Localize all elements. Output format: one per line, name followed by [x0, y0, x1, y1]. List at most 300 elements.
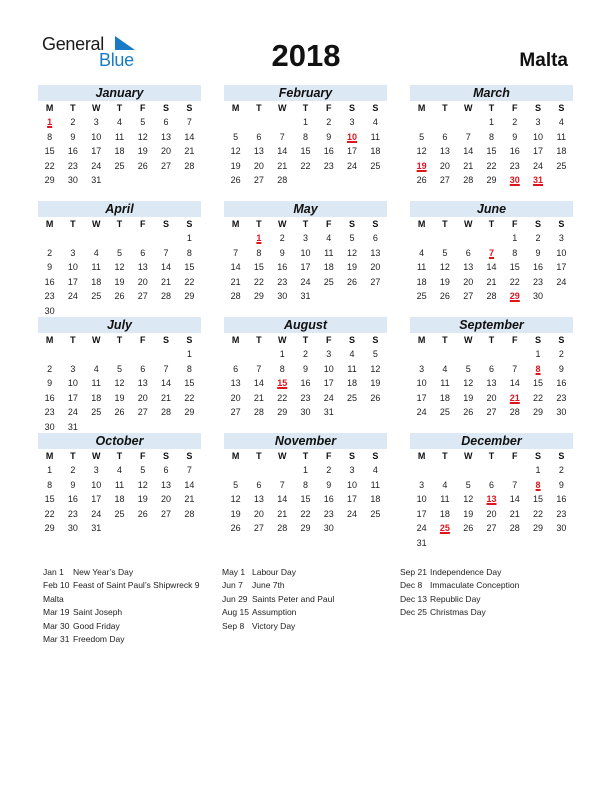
- day-cell: 5: [140, 465, 146, 475]
- day-cell: 8: [47, 131, 53, 142]
- day-cell: 16: [533, 262, 544, 272]
- day-cell: 19: [463, 392, 474, 403]
- holiday-row: [43, 579, 199, 592]
- day-cell: 30: [300, 407, 311, 417]
- day-cell: 29: [277, 407, 288, 417]
- day-cell: 27: [161, 160, 172, 171]
- day-cell: 4: [349, 349, 355, 359]
- day-cell: 16: [300, 378, 311, 388]
- day-cell: 13: [161, 479, 172, 490]
- day-cell: 10: [416, 494, 427, 504]
- weekday-label: T: [442, 219, 448, 229]
- empty-cell: [154, 347, 177, 362]
- weekday-label: W: [277, 103, 287, 113]
- holiday-name: Christmas Day: [430, 607, 486, 618]
- day-cell: 31: [67, 421, 78, 432]
- day-cell: 10: [67, 262, 78, 272]
- day-cell: 2: [70, 465, 76, 475]
- day-cell: 13: [486, 378, 497, 388]
- day-cell: 5: [419, 131, 425, 142]
- day-cell: 1: [186, 349, 192, 359]
- holiday-date-label: Jan 1: [43, 567, 64, 577]
- day-cell: 14: [253, 378, 264, 388]
- day-cell: 14: [161, 378, 172, 388]
- month-title: November: [224, 433, 387, 449]
- weekday-label: S: [535, 103, 542, 113]
- holiday-date: 13: [486, 494, 497, 504]
- holiday-date: 8: [535, 363, 541, 374]
- month-title: April: [38, 201, 201, 217]
- weekday-label: W: [91, 219, 101, 229]
- day-cell: 17: [533, 146, 544, 156]
- weekday-label: M: [417, 103, 426, 113]
- day-cell: 30: [533, 291, 544, 301]
- day-cell: 10: [347, 479, 358, 490]
- day-cell: 11: [556, 131, 567, 142]
- day-cell: 6: [140, 363, 146, 374]
- day-cell: 13: [137, 262, 148, 272]
- day-cell: 11: [370, 479, 381, 490]
- day-cell: 7: [233, 247, 239, 258]
- weekday-label: S: [163, 451, 170, 461]
- day-cell: 28: [277, 523, 288, 533]
- holiday-row: [400, 606, 519, 619]
- day-cell: 22: [184, 276, 195, 287]
- day-cell: 13: [463, 262, 474, 272]
- day-cell: 16: [44, 392, 55, 403]
- weekday-label: M: [231, 103, 240, 113]
- day-cell: 9: [70, 479, 76, 490]
- weekday-label: F: [140, 103, 146, 113]
- empty-cell: [503, 463, 526, 478]
- weekday-label: S: [186, 451, 193, 461]
- holiday-name: Saint Joseph: [73, 607, 123, 618]
- weekday-label: F: [512, 219, 518, 229]
- day-cell: 26: [137, 160, 148, 171]
- day-cell: 8: [186, 363, 192, 374]
- day-cell: 23: [67, 508, 78, 519]
- day-cell: 1: [279, 349, 285, 359]
- day-cell: 11: [440, 494, 450, 504]
- day-cell: 12: [114, 378, 125, 388]
- day-cell: 22: [533, 392, 544, 403]
- weekday-label: F: [326, 451, 332, 461]
- day-cell: 10: [556, 247, 567, 258]
- day-cell: 17: [416, 392, 427, 403]
- empty-cell: [410, 347, 433, 362]
- day-cell: 30: [323, 523, 334, 533]
- holiday-row: [43, 566, 199, 579]
- day-cell: 22: [300, 160, 311, 171]
- day-cell: 21: [463, 160, 474, 171]
- weekday-label: F: [326, 335, 332, 345]
- day-cell: 4: [116, 465, 122, 475]
- day-cell: 15: [300, 146, 311, 156]
- day-cell: 29: [44, 523, 55, 533]
- day-cell: 22: [486, 160, 497, 171]
- day-grid: [224, 333, 387, 420]
- day-cell: 13: [439, 146, 450, 156]
- weekday-label: W: [277, 335, 287, 345]
- day-cell: 27: [253, 523, 264, 533]
- day-cell: 8: [47, 479, 53, 490]
- day-cell: 13: [137, 378, 148, 388]
- day-cell: 9: [558, 363, 564, 374]
- day-grid: [410, 449, 573, 550]
- day-cell: 1: [488, 117, 494, 127]
- month-june: [410, 201, 573, 304]
- holiday-date-label: Sep 8: [222, 620, 245, 631]
- day-cell: 18: [416, 276, 427, 287]
- day-cell: 8: [488, 131, 494, 142]
- day-cell: 4: [93, 363, 99, 374]
- day-cell: 29: [184, 291, 195, 301]
- day-cell: 23: [67, 160, 78, 171]
- day-cell: 26: [463, 407, 474, 417]
- weekday-label: W: [463, 335, 473, 345]
- day-cell: 16: [44, 276, 55, 287]
- day-cell: 5: [140, 117, 146, 127]
- day-cell: 25: [416, 291, 427, 301]
- weekday-label: T: [256, 335, 262, 345]
- day-cell: 22: [44, 508, 55, 519]
- day-cell: 7: [512, 479, 518, 490]
- day-cell: 4: [442, 363, 448, 374]
- empty-cell: [433, 347, 456, 362]
- day-cell: 26: [114, 407, 125, 417]
- weekday-label: S: [372, 335, 379, 345]
- weekday-label: T: [302, 103, 309, 113]
- weekday-label: S: [349, 451, 356, 461]
- weekday-label: T: [116, 451, 123, 461]
- day-cell: 6: [163, 117, 169, 127]
- day-cell: 19: [114, 276, 125, 287]
- day-cell: 18: [556, 146, 567, 156]
- day-cell: 14: [277, 494, 288, 504]
- day-cell: 14: [277, 146, 288, 156]
- day-cell: 8: [279, 363, 285, 374]
- weekday-label: M: [231, 335, 240, 345]
- logo-text-blue: Blue: [99, 50, 134, 70]
- weekday-label: T: [488, 451, 495, 461]
- day-cell: 9: [512, 131, 518, 142]
- day-cell: 27: [486, 407, 497, 417]
- weekday-label: S: [558, 451, 565, 461]
- country-name: Malta: [519, 50, 568, 71]
- day-cell: 1: [512, 233, 518, 243]
- day-cell: 21: [161, 392, 172, 403]
- empty-cell: [224, 463, 247, 478]
- day-cell: 21: [253, 392, 264, 403]
- empty-cell: [131, 347, 154, 362]
- holiday-date-label: Aug 15: [222, 607, 249, 618]
- day-cell: 26: [347, 276, 358, 287]
- day-cell: 14: [509, 378, 520, 388]
- day-cell: 15: [184, 378, 195, 388]
- day-cell: 11: [370, 131, 381, 142]
- month-title: May: [224, 201, 387, 217]
- weekday-label: T: [302, 219, 309, 229]
- logo-text-general: General: [42, 34, 104, 54]
- day-cell: 14: [509, 494, 520, 504]
- month-january: [38, 85, 201, 188]
- weekday-label: M: [417, 335, 426, 345]
- day-cell: 28: [230, 291, 241, 301]
- day-cell: 16: [67, 146, 78, 156]
- day-cell: 3: [419, 479, 425, 490]
- day-cell: 8: [256, 247, 262, 258]
- day-cell: 27: [253, 175, 264, 185]
- day-cell: 18: [439, 392, 450, 403]
- empty-cell: [224, 115, 247, 130]
- day-cell: 7: [279, 479, 285, 490]
- day-cell: 7: [256, 363, 262, 374]
- day-cell: 6: [256, 131, 262, 142]
- weekday-label: F: [512, 103, 518, 113]
- weekday-label: M: [231, 219, 240, 229]
- day-cell: 1: [186, 233, 192, 243]
- day-grid: [224, 449, 387, 536]
- weekday-label: S: [372, 451, 379, 461]
- empty-cell: [433, 463, 456, 478]
- day-cell: 16: [556, 378, 567, 388]
- holiday-row: [222, 579, 334, 592]
- day-grid: [224, 101, 387, 188]
- day-cell: 11: [91, 378, 101, 388]
- weekday-label: F: [140, 219, 146, 229]
- day-cell: 2: [302, 349, 308, 359]
- month-title: October: [38, 433, 201, 449]
- day-cell: 18: [91, 276, 102, 287]
- day-cell: 1: [535, 349, 541, 359]
- day-cell: 25: [114, 508, 125, 519]
- day-cell: 3: [535, 117, 541, 127]
- day-cell: 29: [486, 175, 497, 185]
- weekday-label: M: [45, 335, 54, 345]
- weekday-label: T: [488, 219, 495, 229]
- day-cell: 4: [372, 465, 378, 475]
- day-cell: 21: [277, 508, 288, 519]
- month-title: September: [410, 317, 573, 333]
- holiday-name: June 7th: [252, 580, 285, 591]
- day-cell: 27: [230, 407, 241, 417]
- day-cell: 16: [323, 146, 334, 156]
- day-cell: 6: [140, 247, 146, 258]
- empty-cell: [85, 347, 108, 362]
- empty-cell: [247, 115, 270, 130]
- day-cell: 2: [47, 247, 53, 258]
- day-cell: 28: [161, 407, 172, 417]
- month-august: [224, 317, 387, 420]
- empty-cell: [38, 347, 61, 362]
- holiday-date: 19: [416, 160, 427, 171]
- day-cell: 7: [465, 131, 471, 142]
- empty-cell: [457, 347, 480, 362]
- day-cell: 16: [67, 494, 78, 504]
- holiday-column: [43, 566, 199, 646]
- day-cell: 3: [326, 349, 332, 359]
- day-cell: 18: [370, 494, 381, 504]
- weekday-label: T: [302, 451, 309, 461]
- holiday-row: [222, 593, 334, 606]
- holiday-row: [43, 620, 199, 633]
- day-cell: 9: [279, 247, 285, 258]
- day-cell: 26: [114, 291, 125, 301]
- day-cell: 19: [230, 508, 241, 519]
- weekday-label: W: [91, 103, 101, 113]
- day-cell: 15: [44, 146, 55, 156]
- month-title: August: [224, 317, 387, 333]
- holiday-name: Freedom Day: [73, 633, 125, 644]
- weekday-label: M: [417, 451, 426, 461]
- day-cell: 19: [137, 494, 148, 504]
- day-cell: 27: [439, 175, 450, 185]
- day-cell: 17: [556, 262, 567, 272]
- holiday-date: 15: [277, 378, 288, 388]
- day-cell: 25: [370, 508, 381, 519]
- day-cell: 6: [442, 131, 448, 142]
- weekday-label: F: [326, 219, 332, 229]
- holiday-row: [43, 606, 199, 619]
- weekday-label: S: [372, 219, 379, 229]
- day-cell: 6: [488, 363, 494, 374]
- day-cell: 28: [509, 523, 520, 533]
- holiday-date: 10: [347, 131, 358, 142]
- day-cell: 5: [233, 479, 239, 490]
- day-cell: 30: [67, 523, 78, 533]
- day-cell: 22: [509, 276, 520, 287]
- weekday-label: S: [372, 103, 379, 113]
- weekday-label: F: [512, 335, 518, 345]
- weekday-label: S: [163, 103, 170, 113]
- day-cell: 9: [558, 479, 564, 490]
- empty-cell: [457, 463, 480, 478]
- weekday-label: F: [140, 451, 146, 461]
- day-grid: [38, 101, 201, 188]
- day-cell: 24: [416, 523, 427, 533]
- day-cell: 5: [372, 349, 378, 359]
- holiday-name: Labour Day: [252, 567, 296, 577]
- weekday-label: M: [45, 219, 54, 229]
- holiday-date: 21: [509, 392, 520, 403]
- weekday-label: S: [558, 103, 565, 113]
- day-cell: 6: [465, 247, 471, 258]
- empty-cell: [224, 347, 247, 362]
- holiday-row: [222, 620, 334, 633]
- day-cell: 9: [535, 247, 541, 258]
- day-cell: 19: [114, 392, 125, 403]
- day-cell: 4: [326, 233, 332, 243]
- day-cell: 12: [370, 363, 381, 374]
- empty-cell: [433, 231, 456, 246]
- day-cell: 22: [253, 276, 264, 287]
- holiday-date: 1: [47, 117, 53, 127]
- holiday-date-label: May 1: [222, 567, 246, 577]
- day-cell: 4: [442, 479, 448, 490]
- holiday-date: 1: [256, 233, 262, 243]
- day-cell: 13: [370, 247, 381, 258]
- holiday-row: [43, 593, 199, 606]
- holiday-column: [400, 566, 519, 620]
- day-cell: 21: [184, 146, 195, 156]
- weekday-label: W: [277, 219, 287, 229]
- day-cell: 2: [326, 465, 332, 475]
- day-cell: 2: [326, 117, 332, 127]
- day-cell: 31: [91, 523, 102, 533]
- weekday-label: S: [349, 103, 356, 113]
- day-grid: [38, 217, 201, 318]
- weekday-label: W: [463, 219, 473, 229]
- day-cell: 24: [533, 160, 544, 171]
- holiday-date-label: Sep 21: [400, 567, 427, 577]
- day-cell: 26: [370, 392, 381, 403]
- month-title: July: [38, 317, 201, 333]
- day-cell: 30: [277, 291, 288, 301]
- day-cell: 22: [184, 392, 195, 403]
- holiday-date-label: Dec 8: [400, 580, 423, 591]
- day-cell: 28: [486, 291, 497, 301]
- day-cell: 14: [230, 262, 241, 272]
- weekday-label: W: [91, 451, 101, 461]
- weekday-label: T: [442, 335, 448, 345]
- day-cell: 31: [416, 537, 427, 548]
- day-cell: 25: [114, 160, 125, 171]
- holiday-column: [222, 566, 334, 633]
- day-cell: 11: [416, 262, 427, 272]
- day-cell: 22: [300, 508, 311, 519]
- day-cell: 7: [163, 363, 169, 374]
- empty-cell: [480, 347, 503, 362]
- day-cell: 23: [323, 508, 334, 519]
- day-cell: 2: [535, 233, 541, 243]
- day-cell: 2: [558, 349, 564, 359]
- holiday-date-label: Jun 7: [222, 580, 243, 591]
- day-cell: 18: [114, 494, 125, 504]
- holiday-date: 31: [533, 175, 544, 185]
- day-cell: 1: [47, 465, 53, 475]
- holiday-date: 25: [439, 523, 450, 533]
- day-cell: 13: [161, 131, 172, 142]
- day-cell: 14: [184, 131, 195, 142]
- day-cell: 24: [67, 407, 78, 417]
- day-cell: 14: [486, 262, 497, 272]
- day-cell: 26: [463, 523, 474, 533]
- day-cell: 2: [512, 117, 518, 127]
- holiday-date: 30: [509, 175, 520, 185]
- day-cell: 26: [416, 175, 427, 185]
- day-cell: 25: [370, 160, 381, 171]
- day-cell: 3: [349, 117, 355, 127]
- month-march: [410, 85, 573, 188]
- empty-cell: [224, 231, 247, 246]
- day-cell: 13: [230, 378, 241, 388]
- month-may: [224, 201, 387, 304]
- day-cell: 27: [463, 291, 474, 301]
- day-cell: 20: [439, 160, 450, 171]
- day-cell: 17: [67, 276, 78, 287]
- holiday-name: Independence Day: [430, 567, 502, 577]
- day-cell: 17: [347, 494, 358, 504]
- day-cell: 2: [70, 117, 76, 127]
- month-title: January: [38, 85, 201, 101]
- empty-cell: [85, 231, 108, 246]
- day-cell: 12: [114, 262, 125, 272]
- day-cell: 10: [91, 131, 102, 142]
- empty-cell: [457, 115, 480, 130]
- day-cell: 28: [509, 407, 520, 417]
- day-cell: 10: [300, 247, 311, 258]
- weekday-label: F: [326, 103, 332, 113]
